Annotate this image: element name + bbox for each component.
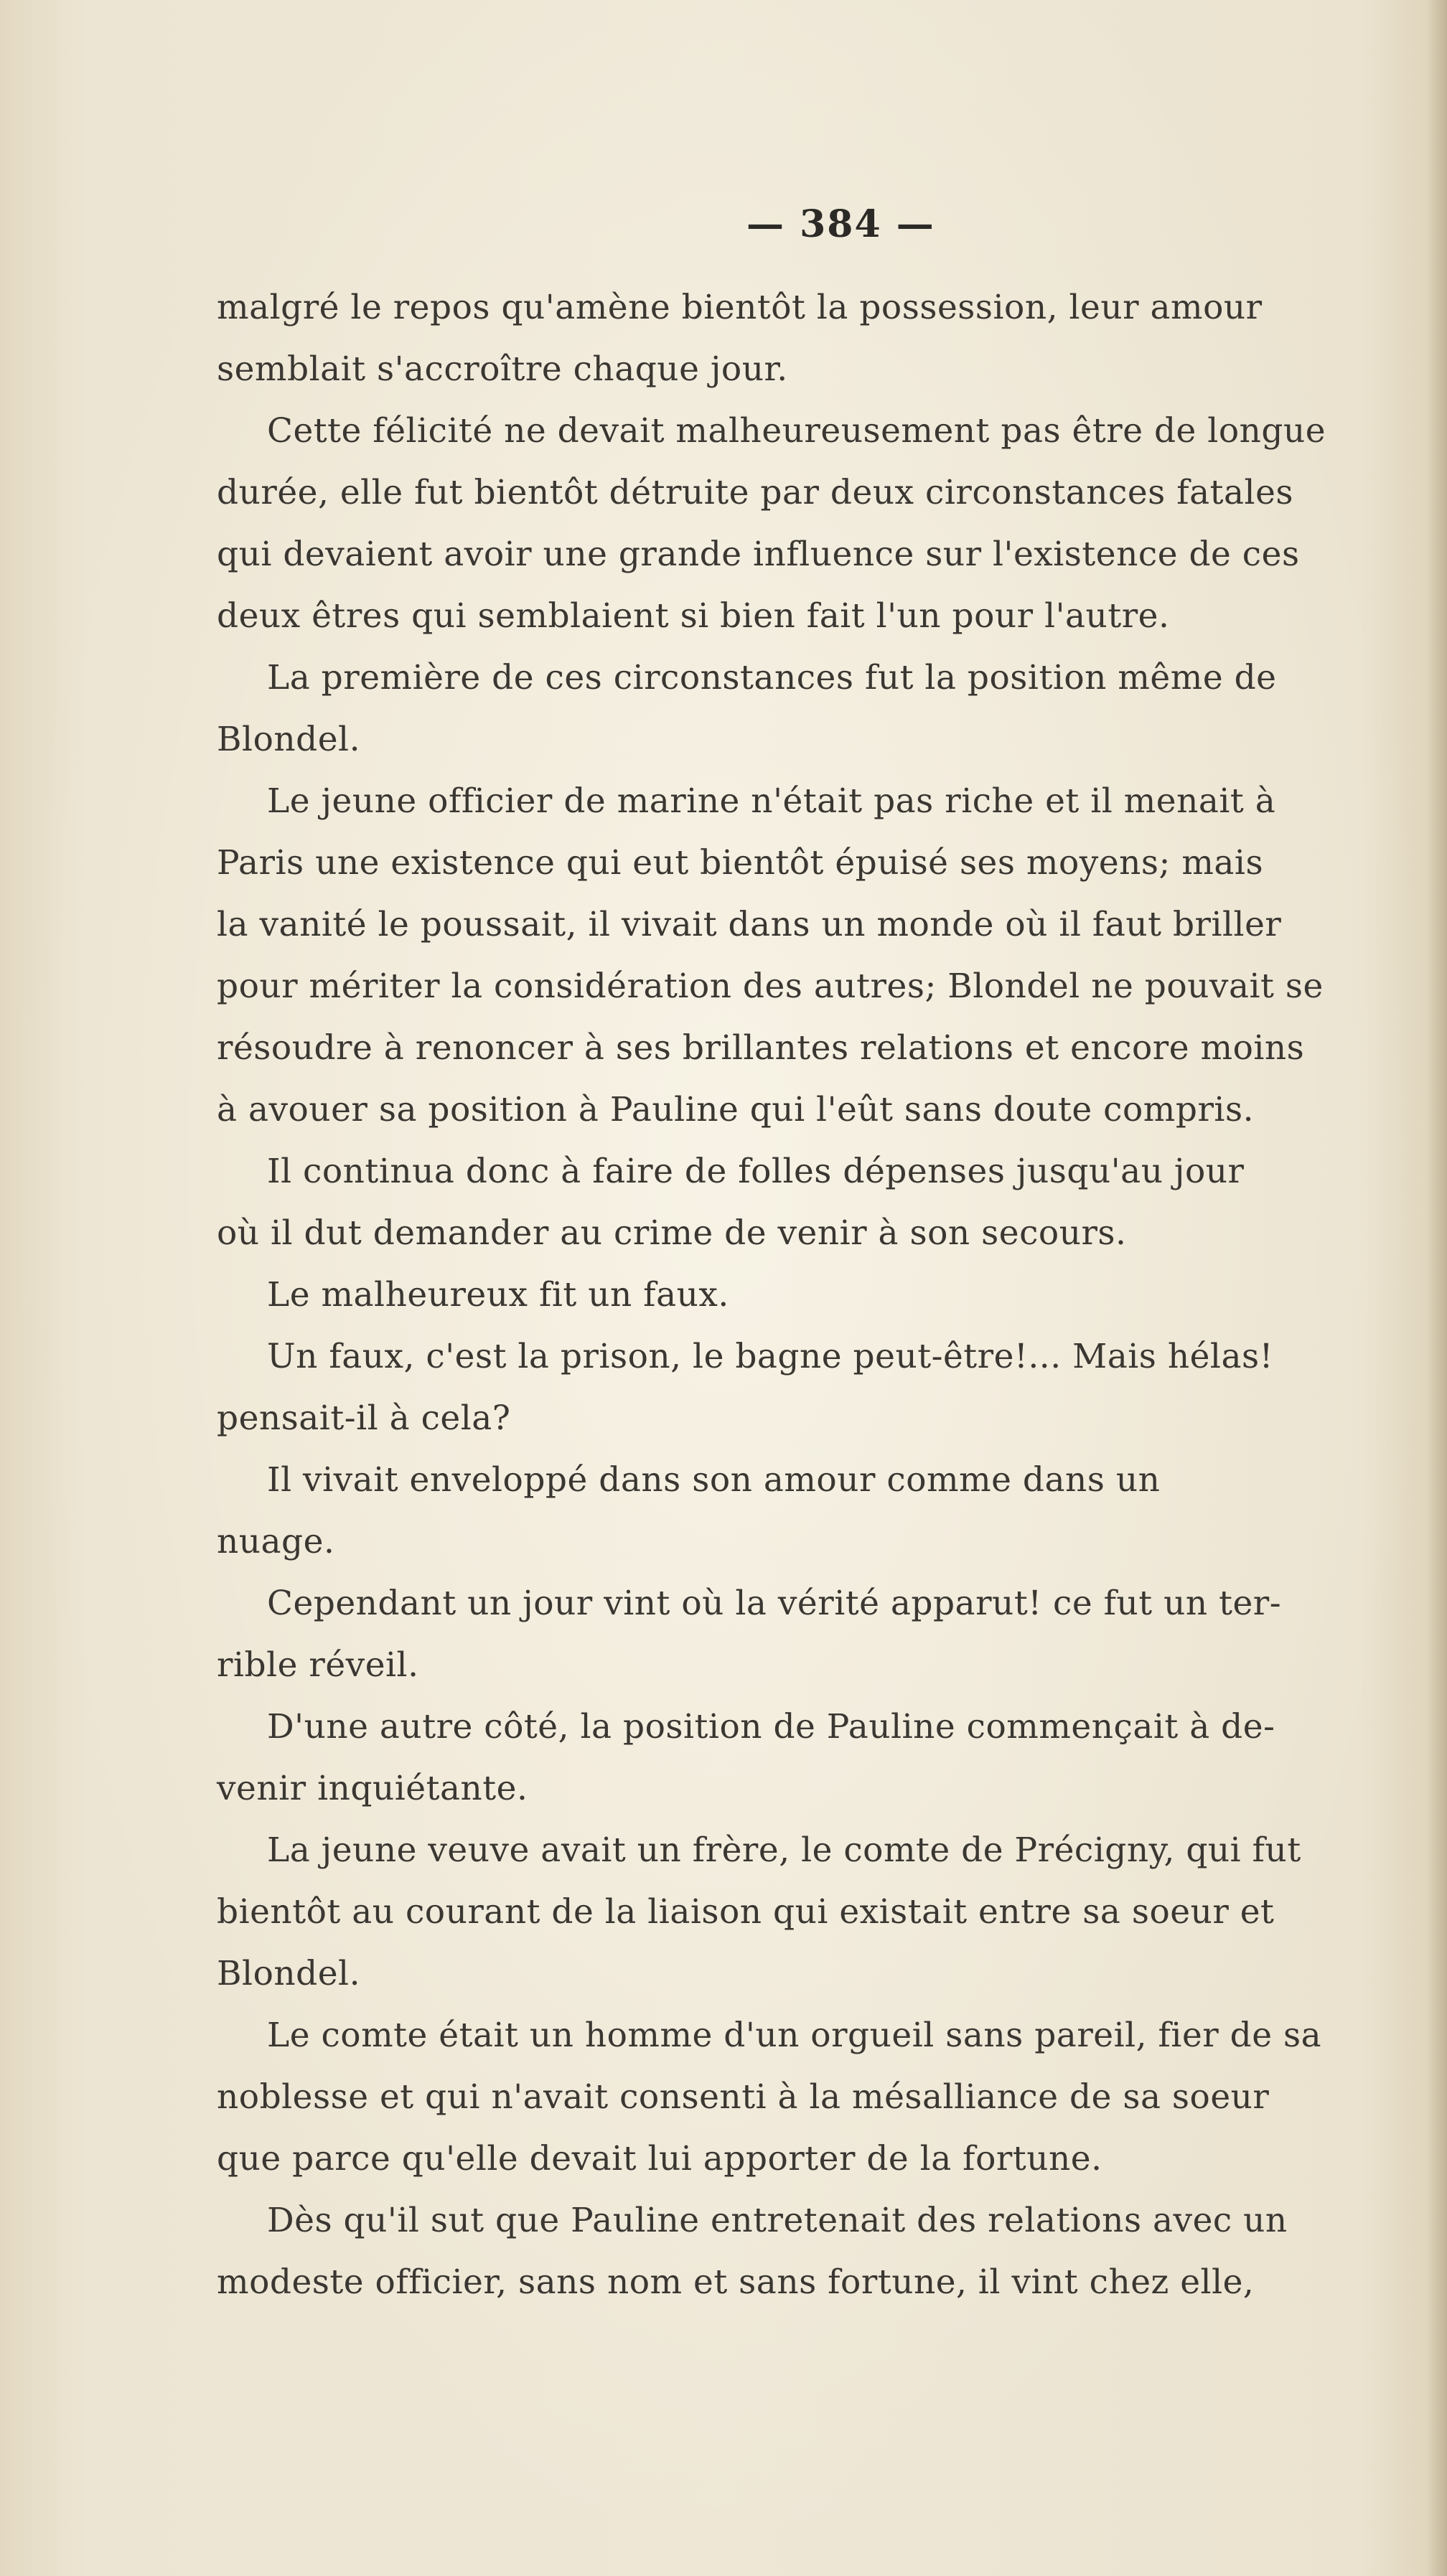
text-line: bientôt au courant de la liaison qui existait entre sa soeur et [217,1892,1275,1932]
text-line: deux êtres qui semblaient si bien fait l'un pour l'autre. [217,596,1170,636]
text-line: Dès qu'il sut que Pauline entretenait des relations avec un [267,2201,1288,2240]
text-line: Un faux, c'est la prison, le bagne peut-être!... Mais hélas! [267,1337,1273,1376]
text-line: nuage. [217,1522,335,1561]
text-line: Cette félicité ne devait malheureusement pas être de longue [267,411,1326,451]
text-line: où il dut demander au crime de venir à son secours. [217,1213,1127,1253]
text-line: Le malheureux fit un faux. [267,1275,729,1315]
text-line: Il vivait enveloppé dans son amour comme dans un [267,1460,1161,1500]
text-line: qui devaient avoir une grande influence sur l'existence de ces [217,535,1300,574]
text-line: rible réveil. [217,1645,419,1685]
text-line: semblait s'accroître chaque jour. [217,349,788,389]
text-line: venir inquiétante. [217,1769,528,1808]
text-line: D'une autre côté, la position de Pauline commençait à de- [267,1707,1275,1747]
text-line: Cependant un jour vint où la vérité apparut! ce fut un ter- [267,1584,1282,1623]
text-line: Paris une existence qui eut bientôt épuisé ses moyens; mais [217,843,1264,883]
text-line: la vanité le poussait, il vivait dans un monde où il faut briller [217,905,1282,944]
text-line: à avouer sa position à Pauline qui l'eût sans doute compris. [217,1090,1255,1129]
text-line: Il continua donc à faire de folles dépenses jusqu'au jour [267,1152,1245,1191]
text-line: La jeune veuve avait un frère, le comte de Précigny, qui fut [267,1830,1301,1870]
text-line: pour mériter la considération des autres; Blondel ne pouvait se [217,967,1324,1006]
text-line: noblesse et qui n'avait consenti à la mésalliance de sa soeur [217,2077,1270,2117]
text-line: pensait-il à cela? [217,1399,511,1438]
text-line: Blondel. [217,720,361,759]
text-line: La première de ces circonstances fut la position même de [267,658,1277,697]
text-line: malgré le repos qu'amène bientôt la possession, leur amour [217,288,1263,327]
page-number: — 384 — [746,202,935,246]
text-line: Le comte était un homme d'un orgueil sans pareil, fier de sa [267,2016,1322,2055]
text-line: résoudre à renoncer à ses brillantes relations et encore moins [217,1028,1305,1068]
text-line: modeste officier, sans nom et sans fortune, il vint chez elle, [217,2262,1255,2302]
text-line: Le jeune officier de marine n'était pas riche et il menait à [267,781,1276,821]
text-line: durée, elle fut bientôt détruite par deux circonstances fatales [217,473,1293,512]
body-text [217,277,1437,2313]
text-line: Blondel. [217,1954,361,1993]
text-line: que parce qu'elle devait lui apporter de la fortune. [217,2139,1102,2178]
